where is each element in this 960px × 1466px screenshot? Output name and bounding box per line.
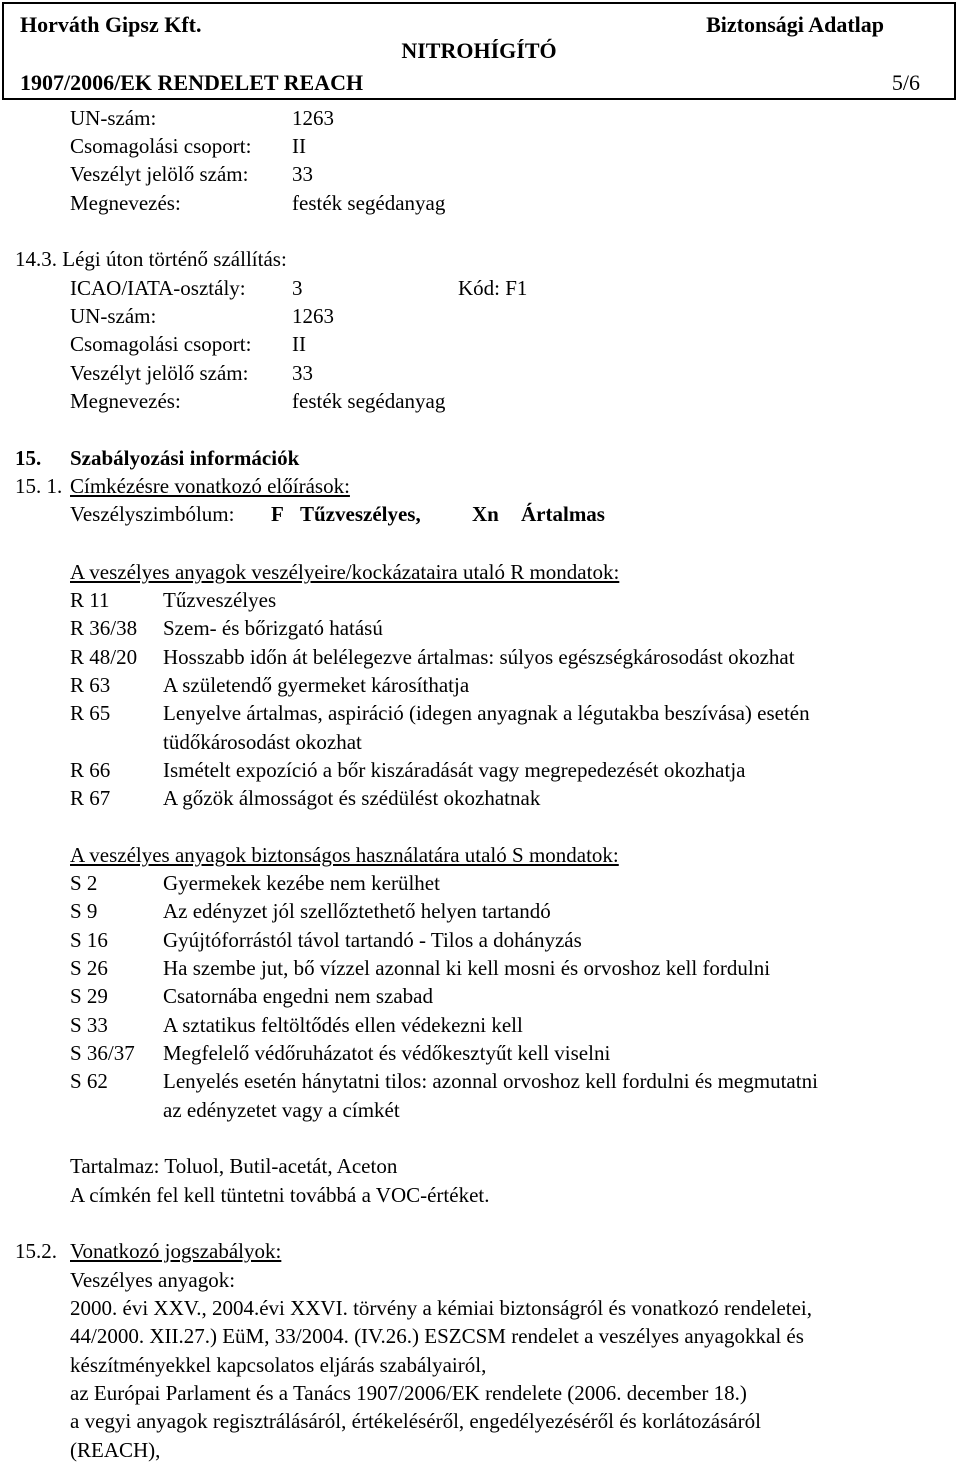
- legislation-line: 44/2000. XII.27.) EüM, 33/2004. (IV.26.) ESZCSM rendelet a veszélyes anyagokkal és: [70, 1324, 804, 1348]
- s-phrase-text: Az edényzet jól szellőztethető helyen tartandó: [163, 899, 551, 923]
- company-name: Horváth Gipsz Kft.: [20, 12, 202, 37]
- legislation-line: 2000. évi XXV., 2004.évi XXVI. törvény a kémiai biztonságról és vonatkozó rendeletei,: [70, 1296, 813, 1320]
- section-15-1-number: 15. 1.: [15, 474, 63, 498]
- hazardous-substances-label: Veszélyes anyagok:: [70, 1268, 236, 1292]
- r-phrase-text: Ismételt expozíció a bőr kiszáradását vagy megrepedezését okozhatja: [163, 758, 746, 782]
- s-phrase-text: Csatornába engedni nem szabad: [163, 984, 433, 1008]
- legislation-heading: Vonatkozó jogszabályok:: [70, 1239, 282, 1263]
- legislation-line: (REACH),: [70, 1438, 161, 1462]
- s-phrase-text: Megfelelő védőruházatot és védőkesztyűt kell viselni: [163, 1041, 611, 1065]
- symbol-xn: Xn: [472, 502, 499, 526]
- product-name: NITROHÍGÍTÓ: [401, 38, 557, 63]
- contains-line: Tartalmaz: Toluol, Butil-acetát, Aceton: [70, 1154, 398, 1178]
- air-name-value: festék segédanyag: [292, 389, 446, 413]
- r-phrase-text-continued: tüdőkárosodást okozhat: [163, 730, 362, 754]
- name-value: festék segédanyag: [292, 191, 446, 215]
- r-phrase-text: Tűzveszélyes: [163, 588, 277, 612]
- symbol-f: F: [271, 502, 284, 526]
- r-phrase-code: R 36/38: [70, 616, 138, 640]
- packing-value: II: [292, 134, 306, 158]
- s-phrase-text: Lenyelés esetén hánytatni tilos: azonnal orvoshoz kell fordulni és megmutatni: [163, 1069, 818, 1093]
- s-phrase-code: S 33: [70, 1013, 108, 1037]
- section-15-2-number: 15.2.: [15, 1239, 57, 1263]
- section-15-number: 15.: [15, 446, 42, 470]
- s-phrase-code: S 26: [70, 956, 108, 980]
- packing-label: Csomagolási csoport:: [70, 134, 252, 158]
- air-un-label: UN-szám:: [70, 304, 157, 328]
- symbol-f-text: Tűzveszélyes,: [300, 502, 421, 526]
- section-15-title: Szabályozási információk: [70, 446, 300, 470]
- s-phrase-text: Gyújtóforrástól távol tartandó - Tilos a dohányzás: [163, 928, 582, 952]
- air-packing-value: II: [292, 332, 306, 356]
- s-phrases-title: A veszélyes anyagok biztonságos használatára utaló S mondatok:: [70, 843, 619, 867]
- symbol-xn-text: Ártalmas: [521, 502, 605, 526]
- document-type: Biztonsági Adatlap: [706, 12, 884, 37]
- s-phrase-code: S 62: [70, 1069, 108, 1093]
- s-phrase-text-continued: az edényzetet vagy a címkét: [163, 1098, 400, 1122]
- r-phrases-title: A veszélyes anyagok veszélyeire/kockázataira utaló R mondatok:: [70, 560, 620, 584]
- un-label: UN-szám:: [70, 106, 157, 130]
- icao-value: 3: [292, 276, 303, 300]
- air-packing-label: Csomagolási csoport:: [70, 332, 252, 356]
- s-phrase-code: S 2: [70, 871, 98, 895]
- r-phrase-code: R 67: [70, 786, 111, 810]
- r-phrase-code: R 48/20: [70, 645, 138, 669]
- r-phrase-text: A születendő gyermeket károsíthatja: [163, 673, 470, 697]
- air-un-value: 1263: [292, 304, 334, 328]
- legislation-line: készítményekkel kapcsolatos eljárás szabályairól,: [70, 1353, 487, 1377]
- page-header: [2, 2, 956, 100]
- code-value: Kód: F1: [458, 276, 528, 300]
- air-hazard-value: 33: [292, 361, 313, 385]
- r-phrase-code: R 63: [70, 673, 111, 697]
- r-phrase-code: R 11: [70, 588, 110, 612]
- page-number: 5/6: [891, 70, 920, 95]
- regulation-reference: 1907/2006/EK RENDELET REACH: [20, 70, 364, 95]
- un-value: 1263: [292, 106, 334, 130]
- r-phrase-text: Szem- és bőrizgató hatású: [163, 616, 383, 640]
- r-phrase-code: R 66: [70, 758, 111, 782]
- s-phrase-text: A sztatikus feltöltődés ellen védekezni kell: [163, 1013, 523, 1037]
- labelling-heading: Címkézésre vonatkozó előírások:: [70, 474, 350, 498]
- legislation-line: a vegyi anyagok regisztrálásáról, értékeléséről, engedélyezéséről és korlátozásáról: [70, 1409, 761, 1433]
- air-transport-heading: 14.3. Légi úton történő szállítás:: [15, 247, 287, 271]
- r-phrase-code: R 65: [70, 701, 111, 725]
- air-hazard-label: Veszélyt jelölő szám:: [70, 361, 249, 385]
- s-phrase-code: S 36/37: [70, 1041, 135, 1065]
- symbol-label: Veszélyszimbólum:: [70, 502, 235, 526]
- s-phrase-text: Ha szembe jut, bő vízzel azonnal ki kell mosni és orvoshoz kell fordulni: [163, 956, 771, 980]
- icao-label: ICAO/IATA-osztály:: [70, 276, 246, 300]
- s-phrase-code: S 16: [70, 928, 108, 952]
- legislation-line: az Európai Parlament és a Tanács 1907/2006/EK rendelete (2006. december 18.): [70, 1381, 747, 1405]
- name-label: Megnevezés:: [70, 191, 181, 215]
- s-phrase-code: S 9: [70, 899, 98, 923]
- voc-line: A címkén fel kell tüntetni továbbá a VOC-értéket.: [70, 1183, 490, 1207]
- r-phrase-text: Hosszabb időn át belélegezve ártalmas: súlyos egészségkárosodást okozhat: [163, 645, 795, 669]
- s-phrase-text: Gyermekek kezébe nem kerülhet: [163, 871, 440, 895]
- hazard-label: Veszélyt jelölő szám:: [70, 162, 249, 186]
- hazard-value: 33: [292, 162, 313, 186]
- r-phrase-text: Lenyelve ártalmas, aspiráció (idegen anyagnak a légutakba beszívása) esetén: [163, 701, 810, 725]
- air-name-label: Megnevezés:: [70, 389, 181, 413]
- r-phrase-text: A gőzök álmosságot és szédülést okozhatnak: [163, 786, 541, 810]
- s-phrase-code: S 29: [70, 984, 108, 1008]
